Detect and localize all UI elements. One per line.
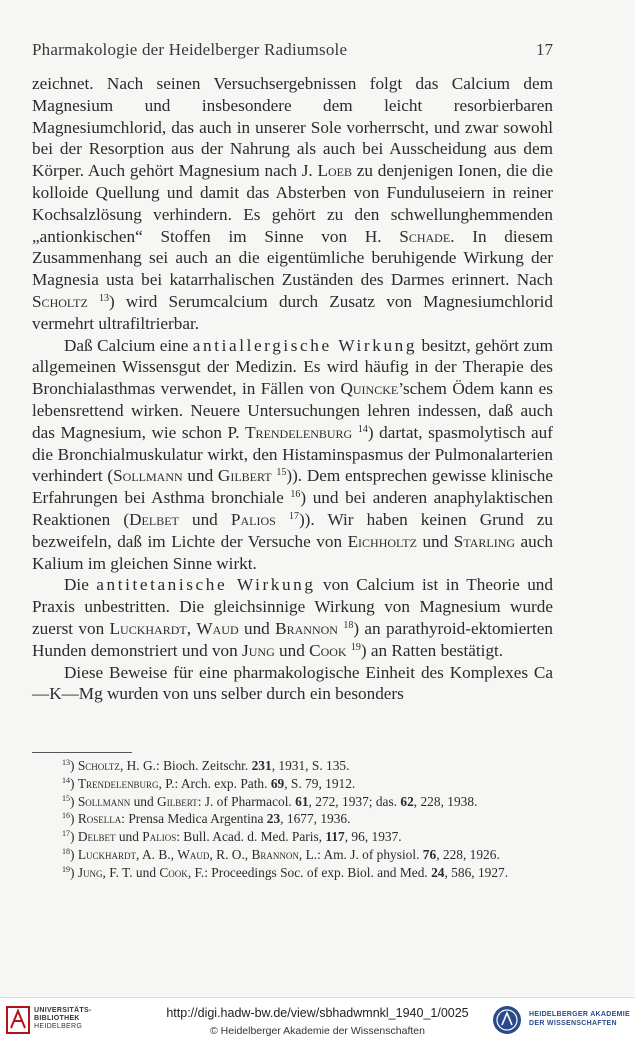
footnote-number: 17 [62,829,70,839]
text-run: Diese Beweise für eine pharmakologische Einheit des Komplexes Ca—K—Mg wurden von uns selber durch ein besonders [32,662,553,704]
text-run: und [238,618,276,638]
text-run: , 272, 1937; das. [308,793,401,809]
author-name: Trendelenburg [77,775,159,791]
author-name: Waud [196,618,239,638]
text-run: und [274,640,310,660]
footnote-ref: 13 [98,292,109,304]
ub-line: HEIDELBERG [34,1023,83,1030]
text-run: , S. 79, 1912. [284,775,356,791]
author-name: Scholtz [77,758,120,773]
ub-line: UNIVERSITÄTS- [34,1007,92,1014]
text-run: )). Wir haben keinen Grund zu bezweifeln, daß im Lichte der Versuche von [32,509,554,551]
text-run: ) dartat, spasmolytisch auf die Bronchialmuskulatur wirkt, den Histaminspasmus der Pulmonalarterien verhindert ( [32,422,553,486]
text-run: und [416,531,454,551]
emphasis-spaced: antitetanische Wirkung [96,575,316,595]
author-name: Gilbert [217,466,272,486]
text-run: auch Kalium im gleichen Sinne wirkt. [32,531,553,573]
ub-line: BIBLIOTHEK [34,1015,80,1022]
author-name: Palios [142,829,177,845]
text-run: , 586, 1927. [444,864,509,880]
academy-label [529,1010,630,1028]
text-run: ) an Ratten bestätigt. [360,640,504,660]
author-name: Rosella [77,811,122,827]
author-name: Quincke [340,379,399,399]
text-run: und [182,466,218,486]
text-run: . In diesem Zusammenhang sei auch an die eigentümliche beruhigende Wirkung der Magnesia usta bei katarrhalischen Zuständen des Darmes erinnert. Nach [32,226,553,290]
text-run: : J. of Pharmacol. [197,793,296,809]
body-text [32,73,553,705]
footnote-number: 15 [62,793,70,803]
volume: 69 [270,775,285,791]
text-run: besitzt, gehört zum allgemeinen Wissensgut der Medizin. Es wird häufig in der Therapie des Bronchialasthmas verwendet, in Fällen von [32,335,553,399]
author-name: Delbet [129,509,179,529]
text-run: : Bull. Acad. d. Med. Paris, [176,829,326,845]
text-run: und [130,793,158,809]
text-run: ) wird Serumcalcium durch Zusatz von Magnesiumchlorid vermehrt ultrafiltrierbar. [32,291,554,333]
text-run: ) und bei anderen anaphylaktischen Reaktionen ( [32,488,553,529]
author-name: Luckhardt [77,846,136,862]
author-name: Jung [242,640,275,660]
text-run: , 1677, 1936. [280,811,351,827]
footnote: $^{15}$) Sollmann und Gilbert: J. of Pharmacol. 61, 272, 1937; das. 62, 228, 1938. [62,793,478,809]
copyright-notice: © Heidelberger Akademie der Wissenschaften [210,1025,425,1037]
footnote-divider [32,752,132,753]
text-run: , [186,618,197,638]
text-run: )). Dem entsprechen gewisse klinische Erfahrungen bei Asthma bronchiale [32,466,554,508]
volume: 76 [422,846,437,862]
emphasis-spaced: antiallergische Wirkung [192,335,418,355]
volume: 24 [431,864,445,880]
running-title: Pharmakologie der Heidelberger Radiumsole [32,40,348,59]
text-run: und [178,509,231,529]
footnote: $^{19}$) Jung, F. T. und Cook, F.: Proceedings Soc. of exp. Biol. and Med. 24, 586, 1927. [62,864,509,880]
paragraph-4 [32,662,553,706]
footnote-ref: 15 [276,467,287,479]
text-run: , 1931, S. 135. [271,758,350,773]
footnote: $^{13}$) Scholtz, H. G.: Bioch. Zeitschr. 231, 1931, S. 135. [62,758,350,773]
academy-line: HEIDELBERGER AKADEMIE [529,1011,630,1018]
text-run: , F. T. und [102,864,160,880]
author-name: Scholtz [32,291,88,311]
footnote: $^{14}$) Trendelenburg, P.: Arch. exp. Path. 69, S. 79, 1912. [62,775,356,791]
permalink-url[interactable]: http://digi.hadw-bw.de/view/sbhadwmnkl_1940_1/0025 [166,1006,469,1020]
text-run: , A. B., [136,846,178,862]
text-run: , 228, 1926. [436,846,500,862]
author-name: Waud [177,846,210,862]
footnote-ref: 18 [343,619,354,631]
author-name: Eichholtz [347,531,417,551]
viewer-footer [0,997,635,1043]
footnotes [48,757,553,882]
author-name: Schade [399,226,451,246]
footnote-number: 16 [62,811,70,821]
paragraph-1 [32,73,553,335]
volume: 23 [266,811,281,827]
author-name: Sollmann [113,466,183,486]
text-run: , 228, 1938. [413,793,478,809]
text-run: ) an parathyroid-ektomierten Hunden demonstriert und von [32,618,554,660]
text-run: und [115,829,143,845]
author-name: Brannon [275,618,338,638]
text-run: , H. G.: Bioch. Zeitschr. [119,758,252,773]
text-run: Daß Calcium eine [64,335,193,355]
footnote-number: 19 [62,864,70,874]
text-run: , P.: Arch. exp. Path. [158,775,271,791]
author-name: Jung [77,864,103,880]
author-name: Trendelenburg [245,422,353,442]
text-run: zu denjenigen Ionen, die die kolloide Quellung und damit das Absterben von Funduluseiern in reiner Kochsalzlösung verhindern. Es gehört zu den schwellunghemmenden „antionkischen“ Stoffen im Sinne von H. [32,161,553,246]
text-run: , 96, 1937. [344,829,402,845]
author-name: Gilbert [157,793,198,809]
author-name: Sollmann [77,793,131,809]
footnote-number: 14 [62,775,70,785]
author-name: Palios [230,509,276,529]
text-run: zeichnet. Nach seinen Versuchsergebnissen folgt das Calcium dem Magnesium und insbesondere dem leicht resorbierbaren Magnesiumchlorid, das auch in unserer Sole vorherrscht, und zwar sowohl bei der Resorption aus der Nahrung als auch bei Ausscheidung aus dem Körper. Auch gehört Magnesium nach J. [32,74,553,181]
volume: 61 [295,793,309,809]
footnote-ref: 14 [357,423,368,435]
text-run: ’schem Ödem kann es lebensrettend wirken. Neuere Untersuchungen lehren indessen, daß auch das Magnesium, wie schon P. [32,379,554,442]
text-run: Die [64,575,97,595]
footnote-ref: 16 [290,489,301,501]
footnote: $^{16}$) Rosella: Prensa Medica Argentina 23, 1677, 1936. [62,811,351,827]
author-name: Cook [159,864,188,880]
text-run: von Calcium ist in Theorie und Praxis unbestritten. Die gleichsinnige Wirkung von Magnesium wurde zuerst von [32,575,553,638]
text-run: , L.: Am. J. of physiol. [298,846,423,862]
author-name: Luckhardt [109,618,187,638]
text-run: , R. O., [209,846,252,862]
academy-logo-icon [491,1004,523,1036]
author-name: Starling [453,531,516,551]
paragraph-3 [32,574,553,661]
academy-line: DER WISSENSCHAFTEN [529,1020,617,1027]
footnote: $^{17}$) Delbet und Palios: Bull. Acad. d. Med. Paris, 117, 96, 1937. [62,829,402,845]
page-number: 17 [536,40,553,59]
author-name: Delbet [77,829,116,845]
footnote: $^{18}$) Luckhardt, A. B., Waud, R. O., Brannon, L.: Am. J. of physiol. 76, 228, 1926. [62,846,500,862]
footnote-ref: 17 [288,510,299,522]
text-run: , F.: Proceedings Soc. of exp. Biol. and Med. [187,864,432,880]
paragraph-2 [32,335,553,575]
author-name: Brannon [251,846,299,862]
author-name: Loeb [317,161,353,181]
footnote-ref: 19 [350,641,361,653]
footnote-number: 13 [62,758,70,767]
footnote-number: 18 [62,846,70,856]
author-name: Cook [309,640,347,660]
text-run: : Prensa Medica Argentina [121,811,267,827]
volume: 117 [325,829,345,845]
volume: 231 [251,758,272,773]
volume: 62 [400,793,414,809]
